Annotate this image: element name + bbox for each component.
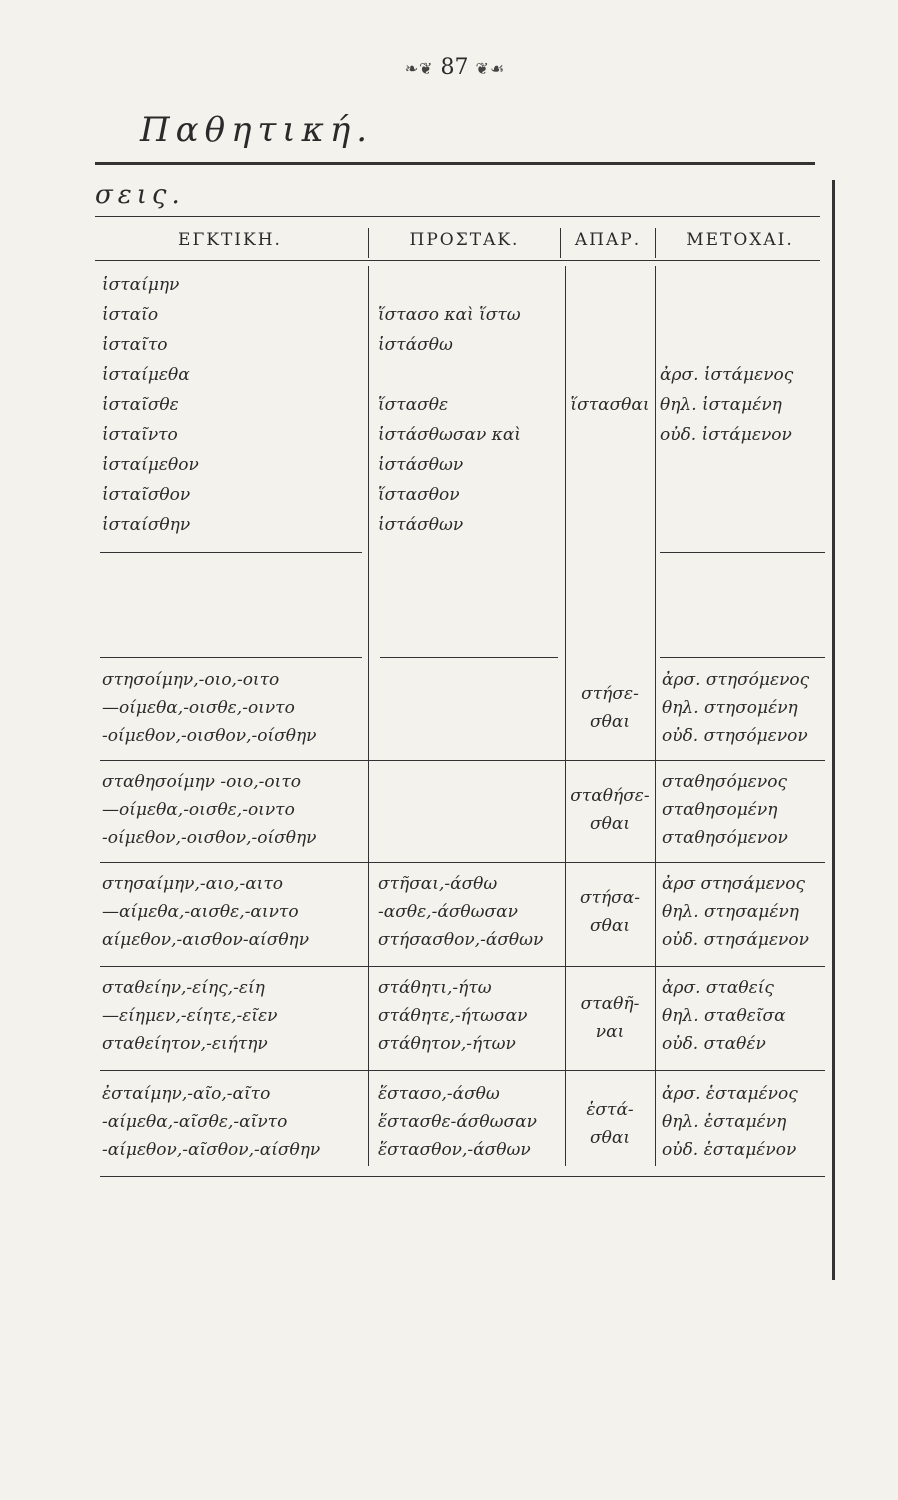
section-rule <box>100 552 362 553</box>
row-rule <box>100 1070 825 1071</box>
left-ornament-icon: ❧❦ <box>404 59 434 78</box>
row-rule <box>100 760 825 761</box>
section-rule <box>100 657 362 658</box>
optative-form: -αίμεθον,-αῖσθον,-αίσθην <box>102 1140 321 1160</box>
present-participles <box>660 360 793 450</box>
optative-form: ἐσταίμην,-αῖο,-αῖτο <box>102 1084 271 1104</box>
imperative-form: -ασθε,-άσθωσαν <box>378 902 518 922</box>
optative-form: σταθείην,-είης,-είη <box>102 978 265 998</box>
optative-form: -οίμεθον,-οισθον,-οίσθην <box>102 828 317 848</box>
section-rule <box>660 657 825 658</box>
page-heading: Παθητική. <box>140 110 374 150</box>
infinitive-part: ναι <box>595 1022 625 1042</box>
right-ornament-icon: ❦☙ <box>475 59 506 78</box>
infinitive-part: σθαι <box>590 712 630 732</box>
infinitive-part: σθαι <box>590 814 630 834</box>
page-number-line <box>360 55 550 80</box>
participle-form: ἀρσ. σταθείς <box>662 978 774 998</box>
participle-form: οὐδ. στησόμενον <box>662 726 808 746</box>
participle-form: θηλ. στησαμένη <box>662 902 799 922</box>
perfect-optative <box>102 1080 320 1164</box>
aorist-middle-optative <box>102 870 309 954</box>
column-header-optative: ΕΓΚΤΙΚΗ. <box>178 230 282 250</box>
row-rule <box>100 1176 825 1177</box>
column-divider-1 <box>368 266 369 1166</box>
participle-form: σταθησόμενον <box>662 828 788 848</box>
perfect-infinitive <box>566 1096 654 1152</box>
header-divider-1 <box>368 228 369 258</box>
imperative-form: ἵστασο καὶ ἵστω <box>378 305 521 325</box>
aorist-passive-participles <box>662 974 786 1058</box>
imperative-form: ἱστάσθων <box>378 515 464 535</box>
participle-form: ἀρσ. ἑσταμένος <box>662 1084 798 1104</box>
column-divider-3 <box>655 266 656 1166</box>
imperative-form <box>378 360 521 390</box>
optative-form: ἱσταῖσθον <box>102 485 191 505</box>
optative-form: ἱσταῖτο <box>102 335 168 355</box>
participle-form: ἀρσ. στησόμενος <box>662 670 810 690</box>
perfect-imperative <box>378 1080 537 1164</box>
participle-form: οὐδ. στησάμενον <box>662 930 809 950</box>
optative-form: —είημεν,-είητε,-εῖεν <box>102 1006 278 1026</box>
participle-form: θηλ. ἑσταμένη <box>662 1112 787 1132</box>
imperative-form: στάθητον,-ήτων <box>378 1034 516 1054</box>
participle-form: οὐδ. ἑσταμένον <box>662 1140 797 1160</box>
row-rule <box>100 862 825 863</box>
participle-form: σταθησόμενος <box>662 772 788 792</box>
optative-form: —οίμεθα,-οισθε,-οιντο <box>102 698 295 718</box>
optative-form: ἱσταίμην <box>102 275 180 295</box>
right-border <box>832 180 835 1280</box>
imperative-form: ἵστασθον <box>378 485 460 505</box>
header-divider-3 <box>655 228 656 258</box>
imperative-form: στῆσαι,-άσθω <box>378 874 498 894</box>
perfect-participles <box>662 1080 798 1164</box>
present-infinitive: ἵστασθαι <box>570 395 650 415</box>
imperative-form: ἱστάσθων <box>378 455 464 475</box>
participle-form: σταθησομένη <box>662 800 778 820</box>
infinitive-part: στήσε- <box>581 684 639 704</box>
optative-form: σταθείητον,-ειήτην <box>102 1034 268 1054</box>
section-rule <box>380 657 558 658</box>
participle-form: θηλ. σταθεῖσα <box>662 1006 786 1026</box>
row-rule <box>100 966 825 967</box>
participle-form: οὐδ. σταθέν <box>662 1034 766 1054</box>
column-header-infinitive: ΑΠΑΡ. <box>574 230 642 250</box>
optative-form: σταθησοίμην -οιο,-οιτο <box>102 772 301 792</box>
future-passive-optative <box>102 768 316 852</box>
aorist-passive-optative <box>102 974 278 1058</box>
participle-form: ἀρσ. ἱστάμενος <box>660 365 794 385</box>
optative-form: -οίμεθον,-οισθον,-οίσθην <box>102 726 317 746</box>
imperative-form: στάθητε,-ήτωσαν <box>378 1006 528 1026</box>
participle-form: οὐδ. ἱστάμενον <box>660 425 792 445</box>
aorist-passive-infinitive <box>566 990 654 1046</box>
infinitive-part: σθαι <box>590 1128 630 1148</box>
present-optative <box>102 270 199 540</box>
participle-form: ἀρσ στησάμενος <box>662 874 806 894</box>
column-header-imperative: ΠΡΟΣΤΑΚ. <box>409 230 520 250</box>
column-header-participle: ΜΕΤΟΧΑΙ. <box>686 230 794 250</box>
optative-form: αίμεθον,-αισθον-αίσθην <box>102 930 310 950</box>
infinitive-part: σθαι <box>590 916 630 936</box>
future-optative <box>102 666 316 750</box>
optative-form: ἱσταῖο <box>102 305 159 325</box>
optative-form: ἱσταῖντο <box>102 425 178 445</box>
participle-form: θηλ. στησομένη <box>662 698 798 718</box>
future-passive-infinitive <box>566 782 654 838</box>
infinitive-part: στήσα- <box>579 888 641 908</box>
optative-form: ἱσταῖσθε <box>102 395 179 415</box>
imperative-form: ἱστάσθωσαν καὶ <box>378 425 521 445</box>
imperative-form: στήσασθον,-άσθων <box>378 930 544 950</box>
infinitive-part: σταθῆ- <box>580 994 640 1014</box>
future-infinitive <box>566 680 654 736</box>
optative-form: —οίμεθα,-οισθε,-οιντο <box>102 800 295 820</box>
header-bottom-rule <box>95 260 820 261</box>
imperative-form: ἕστασθε-άσθωσαν <box>378 1112 537 1132</box>
header-top-rule <box>95 216 820 217</box>
aorist-passive-imperative <box>378 974 527 1058</box>
optative-form: ἱσταίσθην <box>102 515 191 535</box>
imperative-form: ἕστασθον,-άσθων <box>378 1140 531 1160</box>
imperative-form: στάθητι,-ήτω <box>378 978 492 998</box>
optative-form: ἱσταίμεθον <box>102 455 199 475</box>
infinitive-part: σταθήσε- <box>570 786 650 806</box>
optative-form: ἱσταίμεθα <box>102 365 190 385</box>
present-imperative <box>378 300 521 540</box>
future-passive-participles <box>662 768 788 852</box>
infinitive-part: ἑστά- <box>586 1100 634 1120</box>
imperative-form: ἱστάσθω <box>378 335 453 355</box>
optative-form: στησοίμην,-οιο,-οιτο <box>102 670 280 690</box>
heading-rule <box>95 162 815 165</box>
imperative-form: ἕστασο,-άσθω <box>378 1084 500 1104</box>
imperative-form: ἵστασθε <box>378 395 449 415</box>
page-number: 87 <box>440 55 469 80</box>
aorist-middle-infinitive <box>566 884 654 940</box>
section-rule <box>660 552 825 553</box>
participle-form: θηλ. ἱσταμένη <box>660 395 782 415</box>
aorist-middle-imperative <box>378 870 543 954</box>
future-participles <box>662 666 809 750</box>
optative-form: —αίμεθα,-αισθε,-αιντο <box>102 902 299 922</box>
optative-form: στησαίμην,-αιο,-αιτο <box>102 874 283 894</box>
page-suffix: σεις. <box>95 180 185 210</box>
aorist-middle-participles <box>662 870 809 954</box>
optative-form: -αίμεθα,-αῖσθε,-αῖντο <box>102 1112 288 1132</box>
header-divider-2 <box>560 228 561 258</box>
